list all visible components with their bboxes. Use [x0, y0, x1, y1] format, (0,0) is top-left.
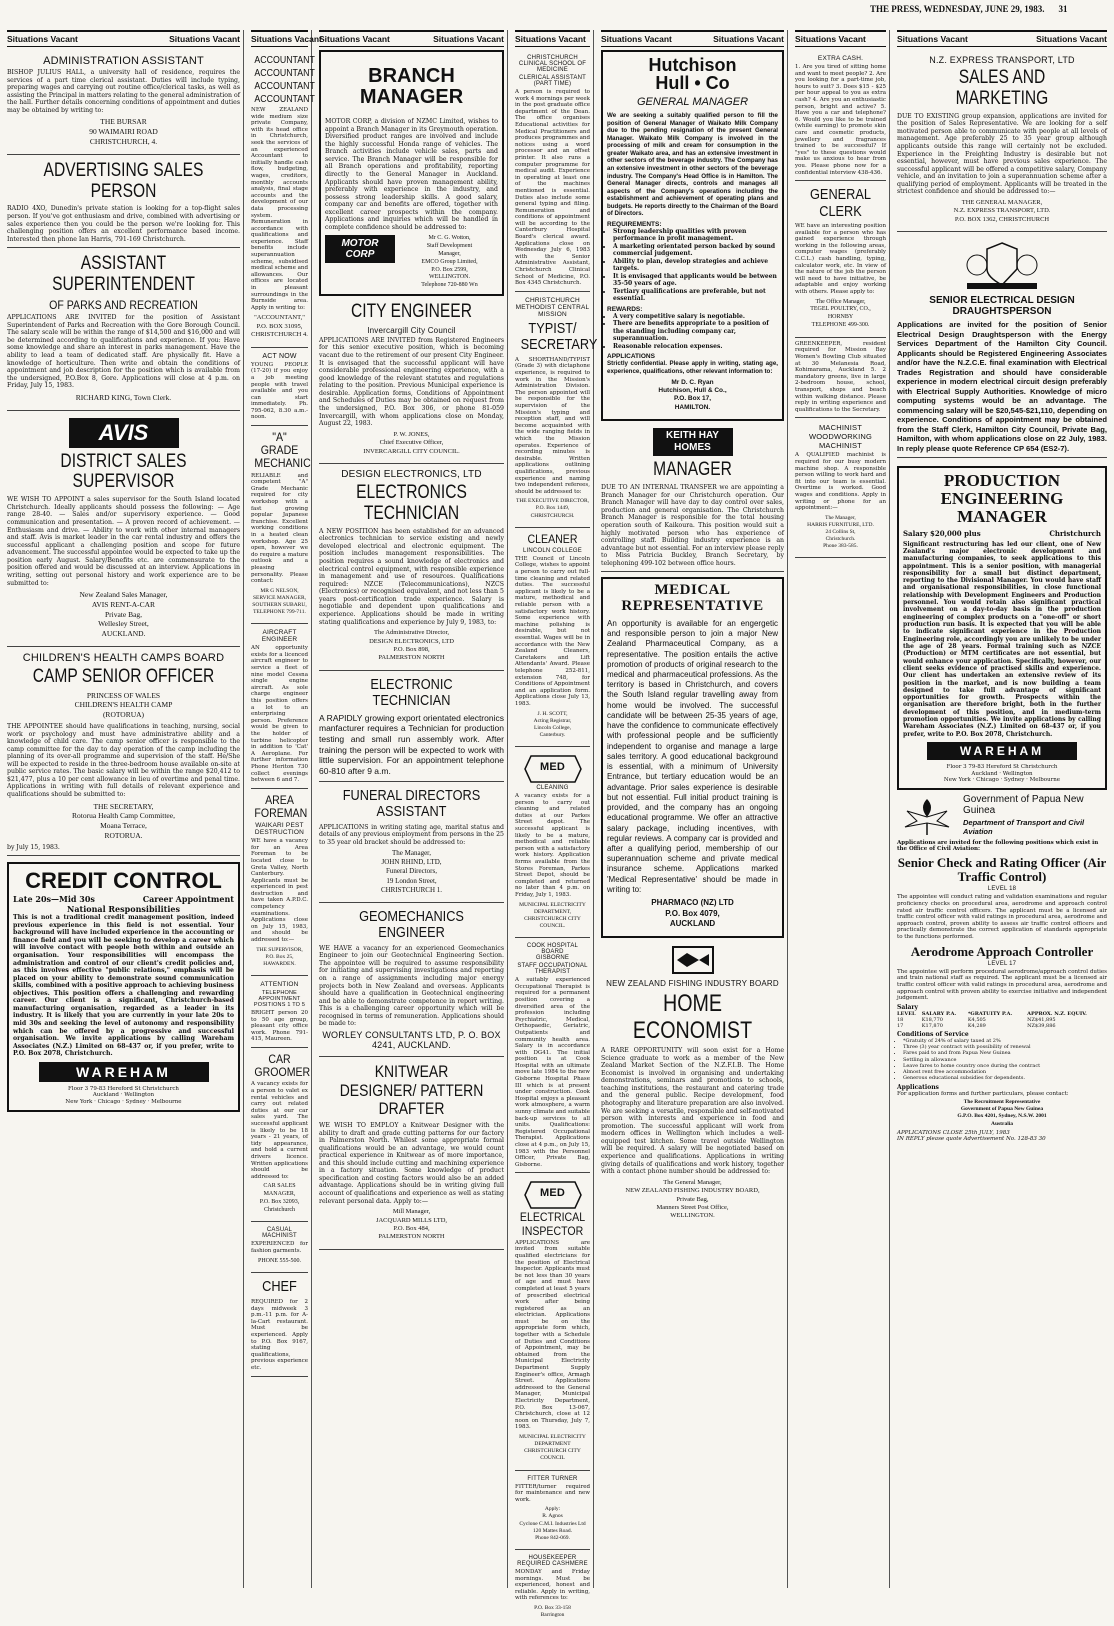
condition-item: • *Gratuity of 24% of salary taxed at 2% [903, 1038, 1107, 1044]
ad-body: FITTER/turner required for maintenance and new work. [515, 1483, 590, 1503]
ad-title: ACCOUNTANT [254, 68, 315, 79]
png-position-2-level: LEVEL 17 [987, 960, 1017, 967]
paper-dateline: THE PRESS, WEDNESDAY, JUNE 29, 1983. [870, 4, 1045, 14]
reward-item: • Reasonable relocation expenses. [613, 343, 778, 351]
ad-body: RELIABLE and competent "A" Grade Mechanic required for city workshop with a fast growing popular Japanese franchise. Excellent working conditions in a heated clean workshop. Age 25 open, however we do require a mature outlook and a pleasing personality. Please contact: [251, 472, 308, 585]
ad-body: EXPERIENCED for fashion garments. [251, 1241, 308, 1255]
ad-title: ELECTRONIC TECHNICIAN [370, 675, 453, 710]
condition-item: • Fares paid to and from Papua New Guinea [903, 1050, 1107, 1056]
ad-subtitle: National Responsibilities [67, 904, 180, 915]
ad-medical-representative [601, 577, 784, 938]
ad-advertising-sales [7, 155, 240, 249]
png-conditions-list [903, 1038, 1107, 1082]
keith-hay-logo: KEITH HAY HOMES [653, 428, 733, 456]
ad-title: ADVERTISING SALES PERSON [43, 159, 204, 202]
ad-mechanic [251, 426, 311, 624]
ad-title: MANAGER [653, 459, 732, 481]
ad-address: P. W. JONES, Chief Executive Officer, INVERCARGILL CITY COUNCIL. [363, 430, 460, 455]
ad-title: BRANCH MANAGER [359, 65, 464, 108]
column-2 [248, 30, 322, 1588]
column-5 [598, 30, 788, 1588]
salary-column-header: *GRATUITY P.A. [967, 1010, 1013, 1017]
wareham-logo: WAREHAM [39, 1062, 209, 1082]
png-address: The Recruitment Representative Government of Papua New Guinea G.P.O. Box 4201, Sydney, N.S.W. 2001 Australia [957, 1099, 1047, 1127]
ad-address: J. H. SCOTT, Acting Registrar, Lincoln College, Canterbury. [533, 710, 572, 738]
ad-electronic-technician [319, 671, 504, 782]
ad-body: THE Council of Lincoln College, wishes to appoint a person to carry out full-time cleaning and related duties. The successful applicant is likely to be a mature, methodical and reliable person with a satisfactory work history. Some experience with machine polishing is desirable, but not essential. Wages will be in accordance with the New Zealand Cleaners, Caretakers and Lift Attendants' Award. Please telephone 252-811, extension 748, for Conditions of Appointment and an application form. Applications close July 13, 1983. [515, 555, 590, 707]
ad-attention [251, 976, 308, 1048]
ad-body: APPLICATIONS ARE INVITED from Registered Engineers for this senior executive position, which is becoming vacant due to the retirement of our present City Engineer. It is envisaged that the successful applicant will have considerable professional engineering experience, with a good knowledge of the relevant statutes and regulations relating to the position. Previous Municipal experience is desirable. Application forms, Conditions of Appointment and Schedules of Duties may be obtained on request from the undersigned, P.O. Box 306, or phone 81-059 Invercargill, with whom applications close on Monday, August 22, 1983. [319, 336, 504, 428]
ad-address: Mr D. C. Ryan Hutchison, Hull & Co., P.O. Box 17, HAMILTON. [658, 378, 727, 411]
ad-sales-marketing [897, 50, 1107, 232]
ad-body: A vacancy exists for a person to valet ex rental vehicles and carry out related duties at our car sales yard. The successful applicant is likely to be 18 years - 21 years, of tidy appearance, and hold a current drivers licence. Written applications should be addressed to: [251, 1081, 308, 1180]
ad-assistant-superintendent [7, 248, 240, 410]
ad-title: CASUAL MACHINIST [262, 1227, 297, 1240]
ad-body: APPLICATIONS ARE INVITED for the position of Assistant Superintendent of Parks and Recreation with the Gore Borough Council. The salary scale will be within the range of $14,500 and $16,000 and will be determined according to qualifications and experience. If you: Have some knowledge and share an interest in parks management. Have the ability to lead a team of dedicated staff. Are physically fit. Have a knowledge of horticulture. Then write and obtain the conditions of appointment and job description for the position which is available from the undersigned, P.O.Box 8, Gore. Applications will close at 4 p.m. on Friday, July 15, 1983. [7, 314, 240, 390]
ad-title: FUNERAL DIRECTORS ASSISTANT [342, 786, 481, 821]
salary-row [897, 1023, 1107, 1029]
ad-pretitle: LINCOLN COLLEGE [522, 547, 583, 554]
fish-board-logo-icon [671, 945, 715, 975]
ad-fitter-turner [515, 1471, 590, 1550]
ad-body: WE have an interesting position available for a person who has gained experience through working in the following areas, computer wages (preferably C.C.L.) cash handling, typing, calculator work, etc. In view of the nature of the job the person will need to have initiative, be adaptable and enjoy working with others. Please apply to: [795, 223, 886, 296]
wareham-logo: WAREHAM [927, 742, 1077, 760]
ad-body: WE WISH TO APPOINT a sales supervisor for the South Island located Christchurch. Ideally applicants should possess the following: — Age range 28-40. — Sales and/or supervisory experience. — Good communication and presentation. — A proven record of achievement. — Enthusiasm and drive. — Ability to work with other internal managers and staff. Avis is market leader in the car rental industry and offers the successful applicant a challenging position and scope for future advancement. The successful appointee would be expected to take up the position early August. Salary/Benefits etc. are commensurate to the position offered and would be discussed at an interview. Applications in writing, setting out personal history and work experience are to be submitted to: [7, 496, 240, 587]
ad-address: The Manager, HARRIS FURNITURE, LTD. 24 Collins St, Christchurch. Phone 383-585. [807, 514, 874, 550]
ad-address: THE EXECUTIVE DIRECTOR, P.O. Box 1449, CHRISTCHURCH. [515, 498, 590, 519]
hamilton-crest-icon [957, 239, 1047, 291]
ad-address: MUNICIPAL ELECTRICITY DEPARTMENT, CHRISTCHURCH CITY COUNCIL. [519, 901, 586, 930]
ad-body: A RARE OPPORTUNITY will soon exist for a Home Science graduate to work as a member of the New Zealand Market Section of the N.Z.F.I.B. The Home Economist is involved in organising and undertaking demonstrations, seminars and promotions to schools, teaching institutions, the restaurant and catering trade and the general public. Recipe development, food photography and literature preparation are also involved. We are seeking a versatile, responsible and self-motivated person with interests and experience in food and promotion. The successful applicant will work from modern offices in Wellington which includes a well-equipped test kitchen. Some travel outside Wellington will be required. A salary will be negotiated based on experience and qualifications. Applications in writing giving details of qualifications and work history, together with a contact phone number should be addressed to: [601, 1047, 784, 1176]
ad-title: KNITWEAR DESIGNER/ PATTERN DRAFTER [339, 1061, 484, 1119]
ad-pretitle: N.Z. EXPRESS TRANSPORT, LTD [929, 55, 1075, 65]
ad-address: PHARMACO (NZ) LTD P.O. Box 4079, AUCKLAND [651, 898, 734, 928]
ad-title: MEDICAL REPRESENTATIVE [621, 582, 764, 615]
ad-title: CREDIT CONTROL [25, 868, 222, 894]
ad-production-engineering [897, 466, 1107, 790]
salary-cell: K17,870 [921, 1022, 943, 1029]
ad-body: BISHOP JULIUS HALL, a university hall of residence, requires the services of a part time clerical assistant. Duties will include typing, preparing wages and carrying out routine office/clerical tasks, as well as assisting the Principal in matters relating to the general administration of the hall. Further details concerning conditions of appointment and duties may be obtained by writing to: [7, 69, 240, 114]
ad-subtitle: TELEPHONE APPOINTMENT POSITIONS 1 TO 5 [253, 990, 306, 1009]
column-4 [512, 30, 598, 1619]
ad-address: Mr C. G. Wotton, Staff Development Manager, EMCO Group Limited, P.O. Box 2599, WELLINGTON. Telephone 720-880 Wn [421, 235, 478, 289]
ad-body: REQUIRED for 2 days midweek 3 p.m.-11 p.m. for A-la-Cart restaurant. Must be experienced. Apply to P.O. Box 9167, stating qualifications, previous experience etc. [251, 1298, 308, 1371]
ad-geomechanics [319, 903, 504, 1057]
column-1 [4, 30, 244, 1588]
salary-cell: 18 [897, 1016, 904, 1023]
ad-title: ASSISTANT SUPERINTENDENT [52, 253, 195, 296]
ad-body: Applications are invited for the position of Senior Electrical Design Draughtsperson with the Energy Services Department of the Hamilton City Council. Applicants should be Registered Engineering Associates and/or have the N.Z.C.E. final examination with Electrical Trades Registration and should have considerable experience in modern electrical circuit design preferably with Electrical Supply Authorities. Knowledge of micro computing systems would be an advantage. The commencing salary will be $20,545-$21,110, depending on experience. Conditions of appointment may be obtained from the Staff Clerk, Hamilton City Council, Private Bag, Hamilton, with whom applications close on 22 July, 1983. In reply please quote Reference CP 654 (ES2-7). [897, 320, 1107, 453]
ad-housekeeper [515, 1550, 590, 1626]
ad-pretitle: CHRISTCHURCH METHODIST CENTRAL MISSION [515, 296, 590, 318]
column-7 [894, 30, 1110, 1588]
ad-med-cleaning [515, 747, 590, 938]
ad-body: DUE TO EXISTING group expansion, applications are invited for the position of Sales Representative. We are looking for a self motivated person able to communicate with people at all levels of management. Age preferably 25 to 35 year group although applicants outside this range will certainly not be excluded. Experience in the Freighting Industry is desirable but not essential, however, must have previous sales experience. The successful applicant will be offered a competitive salary, Company vehicle, and an invitation to join a superannuation scheme after a qualifying period of employment. Applicants will be treated in the strictest confidence and should be addressed to:— [897, 112, 1107, 196]
ad-title: PRODUCTION ENGINEERING MANAGER [940, 471, 1064, 526]
ad-general-clerk [795, 181, 886, 338]
png-applications: For application forms and further particulars, please contact: [897, 1090, 1069, 1097]
ad-title: GENERAL MANAGER [636, 96, 749, 108]
ad-pretitle: DESIGN ELECTRONICS, LTD [341, 468, 482, 480]
ad-title: CITY ENGINEER [351, 301, 472, 323]
ad-subtitle: WAIKARI PEST DESTRUCTION [254, 822, 305, 837]
ad-rewards-heading: REWARDS: [607, 305, 643, 313]
ad-body: This is not a traditional credit management position, indeed previous experience in this field is not essential. Your background will have included experience in the accounting or finance field and you will be seeking to develop a career which will involve contact with people both within and outside an organisation. Your responsibilities will encompass the administration and control of our client's credit policies and, as this involves effective "public relations," emphasis will be placed on your ability to demonstrate sound communication skills, combined with a positive approach to achieving business objectives. This position offers a challenging and rewarding career. Our client is a significant, Christchurch-based manufacturing organisation, regarded as a leader in its industry. It is likely that you are currently in your late 20s to mid 30s and seeking the level of autonomy and responsibility which can be offered by a progressive and successful organisation. We invite applications by calling Wareham Associates (N.Z.) Limited on 68-437 or, if you prefer, write to P.O. Box 2078, Christchurch. [13, 914, 234, 1058]
ad-occupational-therapist [515, 938, 590, 1173]
ad-address: THE BURSAR 90 WAIMAIRI ROAD CHRISTCHURCH, 4. [89, 117, 158, 146]
column-header: Situations Vacant Situations Vacant [601, 30, 784, 47]
ad-body: BRIGHT person 20 to 50 age group, pleasant city office work. Phone 791-415, Maureen. [251, 1010, 308, 1043]
ad-title: ACT NOW [262, 352, 297, 360]
ad-location: Christchurch [1049, 528, 1101, 538]
ad-accountant [251, 50, 315, 348]
ad-title: "A" GRADE MECHANIC [254, 430, 311, 471]
ad-address: New Zealand Sales Manager, AVIS RENT-A-CAR Private Bag, Wellesley Street, AUCKLAND. [79, 590, 168, 639]
ad-address: "ACCOUNTANT," P.O. BOX 31095, CHRISTCHURCH 4. [251, 314, 308, 339]
med-logo: MED [539, 1187, 566, 1200]
ad-salary: Salary $20,000 plus [903, 528, 981, 538]
condition-item: • Settling in allowance [903, 1057, 1107, 1063]
ad-branch-manager [319, 50, 504, 296]
reward-item: • There are benefits appropriate to a position of the standing including company car, superannuation. [613, 320, 778, 343]
salary-column-header: APPROX. N.Z. EQUIV. [1027, 1010, 1087, 1017]
ad-address: MR G NELSON, SERVICE MANAGER, SOUTHERN SUBARU, TELEPHONE 799-711. [252, 587, 307, 616]
ad-title: CLERICAL ASSISTANT (PART TIME) [519, 75, 586, 87]
ad-chef [251, 1273, 308, 1376]
rewards-list [613, 313, 778, 351]
avis-logo: AVIS [69, 418, 179, 448]
salary-cell: NZ$39,886 [1027, 1022, 1056, 1029]
ad-body: WE HAVE a vacancy for an experienced Geomechanics Engineer to join our Geotechnical Engineering Section. The appointee will be required to assume responsibility for initiating and supervising investigations and reporting on a range of assignments including major energy projects both in New Zealand and overseas. Applicants should have a qualification in Geotechnical engineering and be able to demonstrate competence in report writing. This is a challenging career opportunity which will be recognised in terms of remuneration. Applications should be made to: [319, 944, 504, 1028]
ad-keith-hay-manager [601, 421, 784, 572]
ad-body: WE WISH TO EMPLOY a Knitwear Designer with the ability to draft and grade cutting patterns for our factory in Palmerston North. Whilest some appropriate formal qualifications would be an advantage, we would count practical experience in Knitwear as of more importance, and this should include cutting and machining experience in a factory situation. Some knowledge of product specification and costing factors would also be an added advantage. Applications should be in writing giving full account of qualifications and experience as well as stating relevant personal data. Apply to:— [319, 1121, 504, 1205]
ad-pretitle: CHRISTCHURCH CLINICAL SCHOOL OF MEDICINE [518, 55, 587, 73]
ad-title: CAR GROOMER [254, 1052, 311, 1080]
ad-credit-control [7, 862, 240, 1111]
salary-cell: K18,770 [921, 1016, 943, 1023]
requirement-item: • Tertiary qualifications are preferable, but not essential. [613, 288, 778, 303]
ad-address: CAR SALES MANAGER, P.O. Box 32093, Christchurch [259, 1183, 300, 1213]
png-position-1-title: Senior Check and Rating Officer (Air Traffic Control) [897, 854, 1107, 885]
ad-body: We are seeking a suitably qualified person to fill the position of General Manager of Waikato Milk Company due to the pending resignation of the present General Manager. Waikato Milk Company is involved in the processing of milk and cream for consumption in the greater Waikato area, and has an extensive investment in other sectors of the beverage industry. The Company has an extensive investment in other sectors of the beverage industry. The Company's Head Office is in Hamilton. The General Manager directs, controls and manages all aspects of the Company's operations including the establishment and achievement of operating plans and budgets. He reports directly to the Chairman of the Board of Directors. [607, 112, 778, 218]
ad-electronics-technician [319, 464, 504, 671]
ad-clerical-assistant [515, 50, 590, 292]
ad-body: Significant restructuring has led our client, one of New Zealand's major electronic development and manufacturing companies, to seek applications to this appointment. This is a senior position, with managerial responsibility for a small but distinct department, reporting to the Divisional Manager. You would have staff and organisational responsibilities, in close functional relationship with Development Engineers and Production personnel. You would retain also significant practical involvement on a day-to-day basis in the production engineering of complex products on a "one-off" or short production run basis. It is expected that you will be able to indicate significant experience in the Production Engineering role, accordingly you are unlikely to be under the age of 28 years. Formal training such as NZCE (Production) or MTM certificates are not essential, but would enhance your application. Specifically, however, our client seeks evidence of practised skills and experience. Our client has undertaken an extensive review of its position in the market, and is now building a team designed to take full advantage of significant opportunities for growth. Prospects within the organisation are therefore bright, both in the further development of this position, and in medium-term promotion opportunities. We invite applications by calling Wareham Associates (N.Z.) Limited on 68-437 or, if you prefer, write to P.O. Box 2078, Christchurch. [903, 540, 1101, 738]
ad-body: MONDAY and Friday mornings. Must be experienced, honest and reliable. Apply in writing, with references to: [515, 1569, 590, 1602]
ad-body: A vacancy exists for a person to carry out cleaning and related duties at our Parkes Street depot. The successful applicant is likely to be a mature, methodical and reliable person with a satisfactory work history. Application forms available from the Stores Foreman, Parkes Street Depot, should be completed and returned no later than 4 p.m. on Friday, July 1, 1983. [515, 793, 590, 899]
wareham-footer: Floor 3 79-83 Hereford St Christchurch Auckland · Wellington New York · Chicago · Sydney · Melbourne [65, 1085, 182, 1106]
ad-address: The General Manager, NEW ZEALAND FISHING INDUSTRY BOARD, Private Bag, Manners Street Post Office, WELLINGTON. [625, 1178, 760, 1220]
ad-pretitle: COOK HOSPITAL BOARD GISBORNE [526, 943, 579, 962]
ad-title: AREA FOREMAN [254, 792, 308, 820]
column-6 [792, 30, 890, 1588]
png-position-1-level: LEVEL 18 [987, 886, 1017, 893]
ad-subtitle: Invercargill City Council [367, 325, 456, 335]
ad-address: Apply: R. Agnos Cyclone C.M.I. Industries Ltd 120 Mattes Road. Phone 842-069. [519, 1506, 586, 1541]
ad-cleaner [515, 528, 590, 747]
column-header: Situations Vacant Situations Vacant [319, 30, 504, 47]
png-applications-heading: Applications [897, 1083, 939, 1091]
ad-greenkeeper [795, 338, 886, 419]
page-header [870, 4, 1067, 14]
ad-title: ELECTRONICS TECHNICIAN [356, 481, 467, 524]
png-intro: Applications are invited for the following positions which exist in the Office of Civil Aviation: [897, 839, 1099, 852]
ad-body: 1. Are you tired of sitting home and want to meet people? 2. Are you looking for a part-time job, hours to suit? 3. Does $15 - $25 per hour appeal to you as extra cash? 4. Are you an enthusiastic person, bright and active? 5. Have you a car and telephone? 6. Would you like to be trained (while earning) to promote skin care and cosmetic products, jewellery and fragrances trained to be successful? If "yes" to these questions would make us anxious to hear from you. Please phone now for a confidential interview 438-436. [795, 64, 886, 176]
column-header: Situations Vacant Situations Vacant [897, 30, 1107, 47]
ad-senior-draughtsperson [897, 232, 1107, 458]
condition-item: • Leave fares to home country once during the contract [903, 1063, 1107, 1069]
ad-title: ATTENTION [260, 981, 299, 989]
page-number: 31 [1058, 4, 1068, 14]
ad-body: GREENKEEPER, resident required for Mission Bay Women's Bowling Club situated at 30 Melanesia Road, Kohimarama, Auckland 5. 2 mandatory greens, live in large 2-bedroom house, school, transport, shops and beach within walking distance. Please reply in writing experience and qualifications to the Secretary. [795, 340, 886, 413]
salary-cell: 17 [897, 1022, 904, 1029]
ad-knitwear [319, 1057, 504, 1250]
png-salary-heading: Salary [897, 1003, 919, 1011]
column-header: Situations Vacant [515, 30, 590, 47]
ad-body: MOTOR CORP, a division of NZMC Limited, wishes to appoint a Branch Manager in its Greymouth operation. Diversified product ranges are involved and include the highly successful Honda range of vehicles. The Branch activities include vehicle sales, parts and service. The Branch Manager will be responsible for all Branch operations and profitability, reporting directly to the General Manager in Auckland. Applicants should have proven management ability, preferably with experience in the industry, and possess strong leadership skills. A good salary, company car and benefits are offered, together with excellent career prospects within the company. Applications and inquiries which will be handled in complete confidence should be addressed to: [325, 118, 498, 231]
png-government: Government of Papua New Guinea [963, 793, 1084, 816]
bird-of-paradise-emblem-icon [897, 793, 957, 837]
ad-phone: PHONE 555-500. [258, 1257, 301, 1264]
ad-address: THE GENERAL MANAGER, N.Z. EXPRESS TRANSPORT, LTD. P.O. BOX 1362, CHRISTCHURCH [953, 198, 1051, 223]
ad-aircraft-engineer [251, 624, 308, 788]
ad-act-now [251, 348, 308, 426]
ad-extra-cash [795, 50, 886, 181]
requirement-item: • Strong leadership qualities with proven performance in profit management. [613, 228, 778, 243]
requirement-item: • A marketing orientated person backed by sound commercial judgement. [613, 243, 778, 258]
ad-body: DUE TO AN INTERNAL TRANSFER we are appointing a Branch Manager for our Christchurch operation. Our Branch Manager will have day to day control over sales, production and general organisation. The Christchurch Branch Manager is responsible for the total housing operation south of Kaikoura. This position would suit a highly motivated person who has experience of controlling staff. Building industry experience is an advantage but not essential. For an interview please reply to Miss Patricia Buckley, Branch Secretary, by telephoning 499-102 between office hours. [601, 484, 784, 567]
ad-camp-senior-officer [7, 647, 240, 856]
ad-address: THE SECRETARY, Rotorua Health Camp Committee, Moana Terrace, ROTORUA. [72, 801, 175, 840]
ad-title: CAMP SENIOR OFFICER [32, 665, 215, 687]
salary-cell: K4,289 [967, 1022, 986, 1029]
png-department: Department of Transport and Civil Aviation [963, 817, 1085, 836]
ad-area-foreman [251, 789, 308, 976]
reward-item: • A very competitive salary is negotiable. [613, 313, 778, 321]
ad-body: A suitably experienced Occupational Therapist is required for a permanent position covering a diversified area of the profession including Psychiatric, Medical, Orthopaedic, Geriatric, Outpatients and community health area. Salary is in accordance with DG41. The initial position is at Cook Hospital with an ultimate move late 1984 to the new Gisborne Hospital Phase III which is at present under construction. Cook Hospital enjoys a pleasant work atmosphere, a warm sunny climate and suitable back-up services to all units. Qualifications: Registered Occupational Therapist. Applications close at 4 p.m., on July 15, 1983 with the Personnel Officer, Private Bag, Gisborne. [515, 977, 590, 1168]
ad-body: A QUALIFIED machinist is required for our busy modern machine shop. A responsible person willing to work hard and fit into our team is essential. Overtime is worked. Good wages and conditions. Apply in writing or phone for an appointment:— [795, 452, 886, 512]
ad-body: A NEW POSITION has been established for an advanced electronics technician to service existing and newly developed electrical and electronic equipment. The position includes management responsibilities. The position requires a sound knowledge of electronics and electrical control equipment, with responsible experience in management and use of resources. Qualifications required: NZCE (Telecommunications), NZCS (Electronics) or recognised equivalent, and not less than 5 years post-certification trade experience. Salary is negotiable and dependent upon qualifications and experience. Applications should be made in writing stating qualifications and experience by July 9, 1983, to: [319, 527, 504, 626]
ad-applications-heading: APPLICATIONS [607, 353, 655, 361]
condition-item: • Almost rent free accommodation [903, 1069, 1107, 1075]
ad-address: WORLEY CONSULTANTS LTD, P. O. BOX 4241, AUCKLAND. [322, 1029, 501, 1050]
ad-avis [7, 411, 240, 647]
wareham-footer: Floor 3 79-83 Hereford St Christchurch Auckland · Wellington New York · Chicago · Sydney · Melbourne [943, 764, 1061, 784]
salary-column-header: LEVEL [897, 1010, 916, 1017]
ad-electrical-inspector [515, 1173, 590, 1470]
ad-subtitle: PRINCESS OF WALES CHILDREN'S HEALTH CAMP (ROTORUA) [74, 690, 173, 720]
ad-subtitle: OF PARKS AND RECREATION [49, 298, 198, 312]
salary-header-row [897, 1011, 1107, 1017]
ad-title: CLEANING [536, 785, 569, 792]
ad-title: ACCOUNTANT [254, 55, 315, 66]
ad-address: The Office Manager, TEGEL POULTRY, CO., HORNBY TELEPHONE 499-300. [810, 298, 871, 329]
ad-title: EXTRA CASH. [817, 55, 864, 62]
column-header: Situations Vacant [795, 30, 886, 47]
ad-address: The Manager, JOHN RHIND, LTD, Funeral Directors, 19 London Street, CHRISTCHURCH 1. [380, 849, 443, 894]
ad-casual-machinist [251, 1222, 308, 1273]
ad-title: SENIOR ELECTRICAL DESIGN DRAUGHTSPERSON [929, 295, 1075, 318]
ad-title: GENERAL CLERK [810, 186, 871, 220]
ad-closing: by July 15, 1983. [7, 843, 60, 851]
ad-city-engineer [319, 296, 504, 464]
ad-title: DISTRICT SALES SUPERVISOR [60, 450, 187, 493]
ad-title: TYPIST/ SECRETARY [520, 319, 598, 354]
ad-applications: Strictly confidential. Please apply in writing, stating age, experience, qualifications, other relevant information to: [607, 360, 778, 375]
png-position-2-body: The appointee will perform procedural aerodrome/approach control duties and train national staff as required. The applicant must be a licensed air traffic control officer with valid ratings in procedural area, aerodrome and approach control with proven ability to exercise initiative and independent judgement. [897, 968, 1107, 1002]
condition-item: • Generous educational subsidies for dependents. [903, 1075, 1107, 1081]
ad-title: MACHINIST WOODWORKING MACHINIST [808, 423, 873, 451]
ad-papua-new-guinea [897, 790, 1107, 1147]
ad-title: AIRCRAFT ENGINEER [261, 629, 298, 644]
png-conditions-heading: Conditions of Service [897, 1030, 969, 1038]
ad-address: THE SUPERVISOR, P.O. Box 25, HAWARDEN. [256, 946, 303, 967]
png-closing: APPLICATIONS CLOSE 25th JULY, 1983 IN REPLY please quote Advertisement No. 128-83 30 [897, 1129, 1046, 1143]
ad-body: RADIO 4XO, Dunedin's private station is looking for a top-flight sales person. If you've got enthusiasm and drive, combined with advertising or sales experience then you could be the person we're looking for. This challenging position offers an excellent performance based income. Interested then phone Ian Harris, 791-169 Christchurch. [7, 205, 240, 243]
ad-address: MUNICIPAL ELECTRICITY DEPARTMENT CHRISTCHURCH CITY COUNCIL [519, 1433, 586, 1462]
ad-address: Mill Manager, JACQUARD MILLS LTD, P.O. Box 484, PALMERSTON NORTH [375, 1208, 448, 1241]
ad-title: ACCOUNTANT [254, 94, 315, 105]
condition-item: • Three (3) year contract with possibility of renewal [903, 1044, 1107, 1050]
ad-title: CHEF [262, 1278, 297, 1296]
png-position-1-body: The appointee will conduct rating and validation examinations and regular proficiency checks on procedural area, aerodrome and approach control rated air traffic control officers. The applicant must be a licensed air traffic control officer with valid ratings in procedural area, aerodrome and approach control, proven ability to assess air traffic control officers and practically demonstrate the correct application of standards appropriate to the functions performed. [897, 894, 1107, 940]
ad-title: GEOMECHANICS ENGINEER [359, 907, 464, 942]
ad-administration-assistant [7, 50, 240, 155]
ad-pretitle: NEW ZEALAND FISHING INDUSTRY BOARD [606, 979, 779, 989]
ad-body: THE APPOINTEE should have qualifications in teaching, nursing, social work or psychology and must have administrative ability and a knowledge of child care. The camp senior officer is responsible to the camp committee for the day to day operation of the camp including the planning of its over-all programme and supervision of the staff. He/She will be expected to reside in the three-bedroom house available on-site at public service rates. The basic salary will be within the range $20,412 to $21,477, plus a 10 per cent allowance in lieu of overtime and penal time. Applications in writing with full details of relevant experience and qualifications should be submitted to: [7, 722, 240, 799]
ad-title: HOUSEKEEPER REQUIRED CASHMERE [517, 1555, 588, 1568]
ad-requirements-heading: REQUIREMENTS: [607, 220, 662, 228]
ad-title: CLEANER [527, 531, 578, 546]
ad-home-economist [601, 938, 784, 1228]
ad-signature: RICHARD KING, Town Clerk. [75, 392, 172, 402]
ad-title: ACCOUNTANT [254, 81, 315, 92]
hutchison-logo: Hutchison Hull • Co [648, 55, 737, 93]
ad-address: The Administrative Director, DESIGN ELECTRONICS, LTD P.O. Box 898, PALMERSTON NORTH [369, 629, 454, 662]
ad-age: Late 20s—Mid 30s [13, 894, 95, 905]
salary-cell: K4,505 [967, 1016, 986, 1023]
ad-body: AN opportunity exists for a licenced aircraft engineer to service a fleet of nine model Cessna single engine aircraft. As sole charge engineer this position offers a lot to an enterprising person. Preference would be given to the holder of turbine helicopter in addition to 'Cat' A Aeroplane. For further information Phone Heriton 730 collect evenings between 6 and 7. [251, 645, 308, 784]
ad-title: SALES AND MARKETING [955, 67, 1049, 109]
ad-address: P.O. Box 33-158 Barrington [534, 1605, 571, 1619]
ad-woodworking-machinist [795, 418, 886, 558]
ad-body: NEW ZEALAND wide medium size private Company, with its head office in Christchurch, seek the services of an experienced Accountant to initially handle cash flow, budgeting, wages, creditors, monthly accounts analysis, final stage accounts and the development of our data processing system. Remuneration in accordance with qualifications and experience. Staff benefits include superannuation scheme, subsidised medical scheme and allowances. Our offices are located in pleasant surroundings in the Burnside area. Apply in writing to: [251, 107, 308, 311]
ad-general-manager [601, 50, 784, 421]
ad-title: FITTER TURNER [527, 1475, 578, 1482]
ad-pretitle: CHILDREN'S HEALTH CAMPS BOARD [22, 651, 225, 664]
ad-title: HOME ECONOMIST [632, 990, 753, 1044]
ad-career: Career Appointment [142, 894, 234, 905]
png-position-2-title: Aerodrome Approach Controller [910, 943, 1094, 959]
ad-body: YOUNG PEOPLE (17-20) if you enjoy a job meeting people with travel available and you can start immediately. Ph. 795-062, 8.30 a.m.-noon. [251, 361, 308, 421]
column-header: Situations Vacant Situations Vacant [7, 30, 240, 47]
ad-body: An opportunity is available for an engergetic and responsible person to join a major New Zealand Pharmaceutical Company, as a representative. The position entails the active promotion of products of original research to the medical and pharmaceutical professions. As the territory is based in Christchurch, and covers the South Island regular travelling away from home would be involved. The successful candidate will be between 25-35 years of age, have the confidence to communicate effectively with professional people and be sufficiently independent to organise and manage a large sales territory. A good educational background is essential, with a minimum of University Entrance, but tertiary education would be an advantage. Prior sales experience is desirable but not essential. Full initial product training is provided, and the company has an ongoing educational programme. We offer an attractive salary package, including incentives, with regular reviews. A company car is provided and after a qualifying period, membership of our superannuation scheme and private medical insurance scheme. Applications marked 'Medical Representative' should be made in writing to: [607, 618, 778, 894]
column-3 [316, 30, 508, 1588]
motor-corp-logo: MOTOR CORP [325, 235, 395, 263]
requirement-item: • It is envisaged that applicants would be between 35-50 years of age. [613, 273, 778, 288]
ad-title: ELECTRICAL INSPECTOR [519, 1210, 586, 1238]
ad-funeral-directors [319, 782, 504, 903]
png-salary-table [897, 1011, 1107, 1029]
med-logo: MED [539, 761, 566, 774]
salary-column-header: SALARY P.A. [921, 1010, 957, 1017]
column-header: Situations Vacant [251, 30, 308, 47]
requirements-list [613, 228, 778, 303]
salary-cell: NZ$41,895 [1027, 1016, 1056, 1023]
ad-body: WE have a vacancy for an Area Foreman to be located close to Greta Valley, North Canterbury. Applicants must be experienced in pest destruction and have taken A.P.D.C. competency examinations. Applications close on July 15, 1983, and should be addressed to:— [251, 838, 308, 944]
ad-car-groomer [251, 1048, 311, 1222]
ad-body: APPLICATIONS are invited from suitable qualified electricians for the position of Electrical Inspector. Applicants must be not less than 30 years of age and must have completed at least 5 years of prescribed electrical work after being registered as an electrician. Applications must be on the appropriate form which, together with a Schedule of Duties and Conditions of Appointment, may be obtained from the Municipal Electricity Department Supply Engineer's office, Armagh Street. Applications addressed to the General Manager, Municipal Electricity Department, P.O. Box 13-067, Christchurch, close at 12 noon on Thursday, July 7, 1983. [515, 1239, 590, 1431]
ad-title: STAFF OCCUPATIONAL THERAPIST [517, 963, 588, 976]
ad-body: APPLICATIONS in writing stating age, marital status and details of any previous employment from persons in the 25 to 35 year old bracket should be addressed to: [319, 823, 504, 846]
ad-title: ADMINISTRATION ASSISTANT [43, 55, 204, 67]
ad-body: A RAPIDLY growing export orientated electronics manfacturer requires a Technician for production testing and small run assembly work. After training the person will be expected to work with little supervision. For an appointment telephone 60-810 after 9 a.m. [319, 712, 504, 776]
ad-typist [515, 292, 598, 528]
ad-body: A person is required to work 4 mornings per week in the post graduate office department of the Dean. The office organises Educational activities for Medical Practitioners and produces programmes and notices using a word processor and an offset printer. It also runs a computer programme for medical audit. Experience in operating at least one of the machines mentioned is essential. Duties also include some general typing and filing. Remuneration and conditions of appointment will be according to the Canterbury Hospital Board's clerical award. Applications close on Wednesday July 6, 1983 with the Senior Administrative Assistant, Christchurch Clinical School of Medicine, P.O. Box 4345 Christchurch. [515, 89, 590, 287]
requirement-item: • Ability to plan, develop strategies and achieve targets. [613, 258, 778, 273]
ad-body: A SHORTHAND/TYPIST (Grade 3) with dictaphone experience, is required to work in the Mission's Administration Division. The person appointed will be responsible for the supervision of the Mission's typing and reception staff, and will become acquainted with the wide ranging fields in which the Mission operates. Experience of recording minutes is desirable. Written applications outlining qualifications, previous experience and naming two independent referees, should be addressed to: [515, 356, 590, 495]
